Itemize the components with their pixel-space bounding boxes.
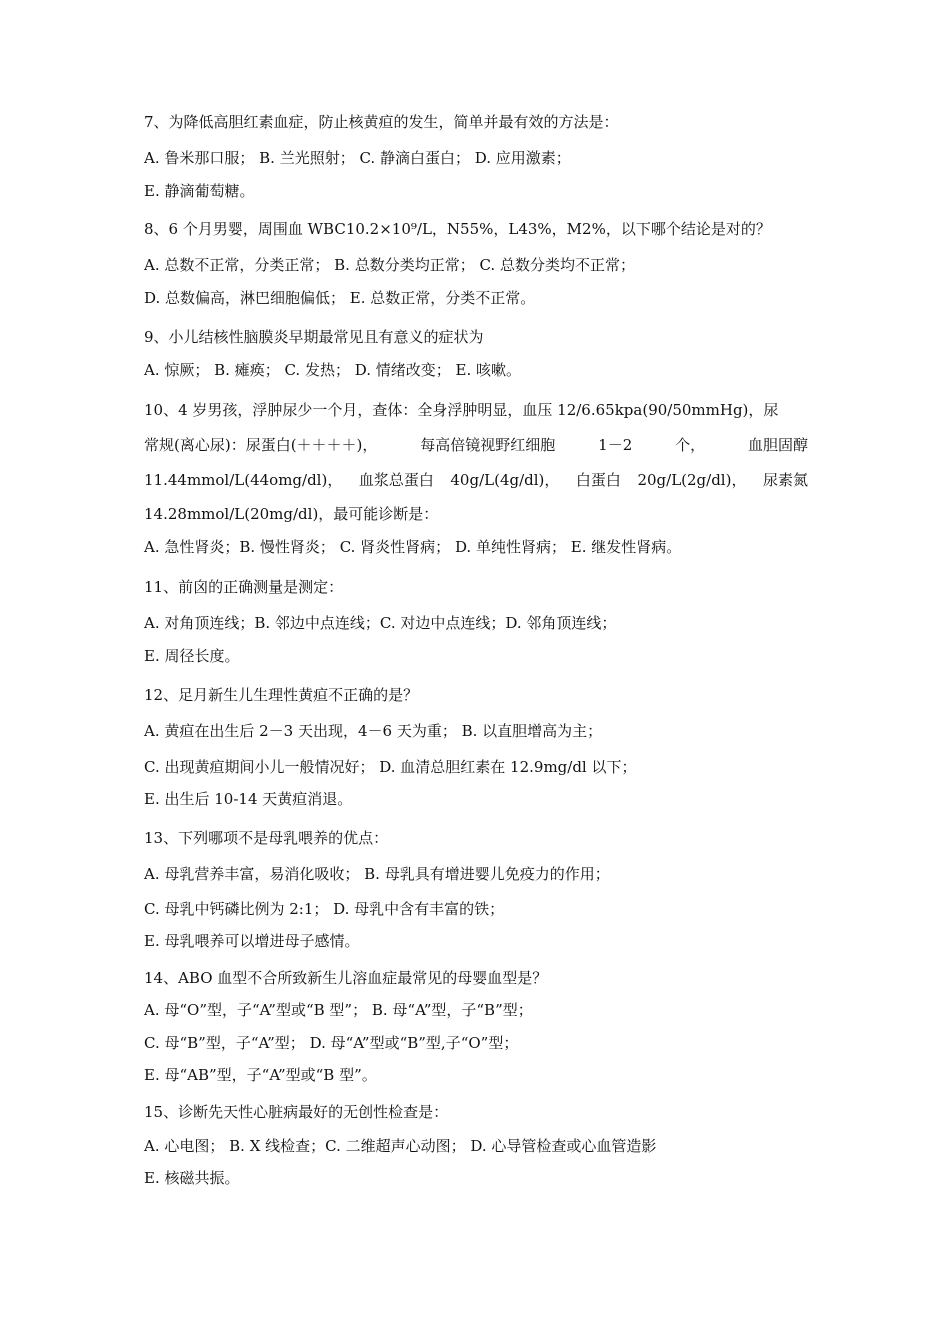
question-15-stem: 15、诊断先天性心脏病最好的无创性检查是： bbox=[144, 1103, 449, 1121]
question-15-option-e: E. 核磁共振。 bbox=[144, 1169, 240, 1187]
question-10-stem-line-1: 10、4 岁男孩，浮肿尿少一个月，查体：全身浮肿明显，血压 12/6.65kpa(90/50mmHg)，尿 bbox=[144, 401, 779, 419]
question-11-options-a-d: A. 对角顶连线；B. 邻边中点连线；C. 对边中点连线；D. 邻角顶连线； bbox=[144, 614, 617, 632]
question-14-stem: 14、ABO 血型不合所致新生儿溶血症最常见的母婴血型是？ bbox=[144, 969, 548, 987]
question-8-options-a-c: A. 总数不正常，分类正常； B. 总数分类均正常； C. 总数分类均不正常； bbox=[144, 256, 635, 274]
question-11-stem: 11、前囟的正确测量是测定： bbox=[144, 578, 344, 596]
question-8-stem: 8、6 个月男婴，周围血 WBC10.2×10⁹/L，N55%，L43%，M2%，以下哪个结论是对的？ bbox=[144, 220, 771, 238]
q10-l2-part-2: 每高倍镜视野红细胞 bbox=[420, 436, 556, 454]
q10-l3-part-4: 白蛋白 bbox=[575, 471, 621, 489]
q10-l2-part-4: 个， bbox=[675, 436, 706, 454]
question-7-stem: 7、为降低高胆红素血症，防止核黄疸的发生，简单并最有效的方法是： bbox=[144, 113, 619, 131]
question-9-stem: 9、小儿结核性脑膜炎早期最常见且有意义的症状为 bbox=[144, 328, 484, 346]
question-10-stem-line-4: 14.28mmol/L(20mg/dl)，最可能诊断是： bbox=[144, 505, 439, 523]
question-12-options-a-b: A. 黄疸在出生后 2－3 天出现，4－6 天为重； B. 以直胆增高为主； bbox=[144, 722, 603, 740]
question-9-options: A. 惊厥； B. 瘫痪； C. 发热； D. 情绪改变； E. 咳嗽。 bbox=[144, 361, 521, 379]
question-12-stem: 12、足月新生儿生理性黄疸不正确的是？ bbox=[144, 686, 419, 704]
question-11-option-e: E. 周径长度。 bbox=[144, 647, 240, 665]
question-13-options-a-b: A. 母乳营养丰富，易消化吸收； B. 母乳具有增进婴儿免疫力的作用； bbox=[144, 865, 610, 883]
question-14-options-c-d: C. 母“B”型，子“A”型； D. 母“A”型或“B”型,子“O”型； bbox=[144, 1034, 519, 1052]
question-10-stem-line-3 bbox=[144, 470, 808, 490]
question-13-option-e: E. 母乳喂养可以增进母子感情。 bbox=[144, 932, 360, 950]
q10-l3-part-2: 血浆总蛋白 bbox=[358, 471, 434, 489]
q10-l3-part-3: 40g/L(4g/dl)， bbox=[450, 471, 560, 489]
q10-l3-part-5: 20g/L(2g/dl)， bbox=[637, 471, 747, 489]
question-14-options-a-b: A. 母“O”型，子“A”型或“B 型”； B. 母“A”型，子“B”型； bbox=[144, 1001, 533, 1019]
q10-l3-part-6: 尿素氮 bbox=[762, 471, 808, 489]
question-13-stem: 13、下列哪项不是母乳喂养的优点： bbox=[144, 829, 389, 847]
question-8-options-d-e: D. 总数偏高，淋巴细胞偏低； E. 总数正常，分类不正常。 bbox=[144, 289, 536, 307]
question-7-options-a-d: A. 鲁米那口服； B. 兰光照射； C. 静滴白蛋白； D. 应用激素； bbox=[144, 149, 571, 167]
question-12-options-c-d: C. 出现黄疸期间小儿一般情况好； D. 血清总胆红素在 12.9mg/dl 以下； bbox=[144, 758, 637, 776]
question-10-stem-line-2 bbox=[144, 435, 808, 455]
question-7-option-e: E. 静滴葡萄糖。 bbox=[144, 182, 255, 200]
question-15-options-a-d: A. 心电图； B. X 线检查；C. 二维超声心动图； D. 心导管检查或心血管造影 bbox=[144, 1137, 657, 1155]
question-12-option-e: E. 出生后 10-14 天黄疸消退。 bbox=[144, 790, 353, 808]
question-14-option-e: E. 母“AB”型，子“A”型或“B 型”。 bbox=[144, 1066, 377, 1084]
q10-l2-part-3: 1－2 bbox=[598, 436, 633, 454]
question-13-options-c-d: C. 母乳中钙磷比例为 2:1； D. 母乳中含有丰富的铁； bbox=[144, 900, 505, 918]
q10-l2-part-1: 常规(离心尿)：尿蛋白(＋＋＋＋)， bbox=[144, 436, 378, 454]
question-10-options: A. 急性肾炎；B. 慢性肾炎； C. 肾炎性肾病； D. 单纯性肾病； E. 继发性肾病。 bbox=[144, 538, 682, 556]
q10-l3-part-1: 11.44mmol/L(44omg/dl)， bbox=[144, 471, 343, 489]
q10-l2-part-5: 血胆固醇 bbox=[747, 436, 808, 454]
